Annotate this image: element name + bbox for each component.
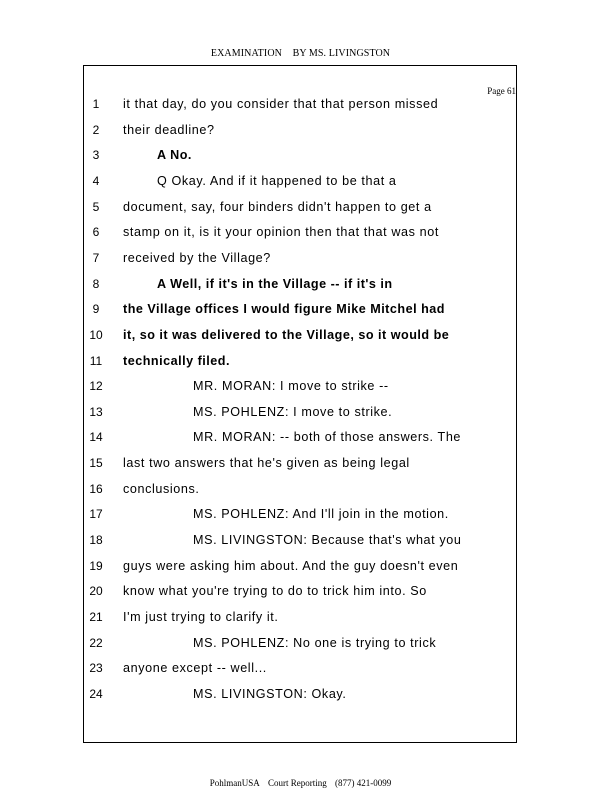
footer-company: PohlmanUSA xyxy=(209,778,260,788)
transcript-line xyxy=(0,636,601,662)
line-text: document, say, four binders didn't happen to get a xyxy=(123,199,432,214)
line-text: MR. MORAN: I move to strike -- xyxy=(193,379,389,394)
line-number: 12 xyxy=(89,379,103,394)
line-text: know what you're trying to do to trick him into. So xyxy=(123,584,427,599)
page-number: Page 61 xyxy=(487,86,516,96)
line-text: MS. LIVINGSTON: Because that's what you xyxy=(193,533,462,548)
page-header xyxy=(0,48,601,59)
line-text: MS. POHLENZ: And I'll join in the motion. xyxy=(193,507,449,522)
line-number: 16 xyxy=(89,481,103,496)
line-text: received by the Village? xyxy=(123,250,271,265)
line-text: MS. LIVINGSTON: Okay. xyxy=(193,686,347,701)
line-text: MS. POHLENZ: I move to strike. xyxy=(193,404,393,419)
header-section: EXAMINATION xyxy=(210,48,282,59)
line-text: it that day, do you consider that that person missed xyxy=(123,97,439,111)
footer-phone: (877) 421-0099 xyxy=(335,778,392,788)
line-number: 4 xyxy=(92,173,100,188)
line-number: 23 xyxy=(89,661,103,676)
transcript-line xyxy=(0,148,601,174)
line-number: 5 xyxy=(92,199,100,214)
transcript-line xyxy=(0,687,601,713)
line-number: 20 xyxy=(89,584,103,599)
line-number: 17 xyxy=(89,507,103,522)
line-number: 10 xyxy=(89,327,103,342)
line-text: I'm just trying to clarify it. xyxy=(123,610,279,624)
line-text: conclusions. xyxy=(123,481,200,496)
line-text: A Well, if it's in the Village -- if it's in xyxy=(157,276,393,291)
line-text: technically filed. xyxy=(123,353,230,368)
line-number: 6 xyxy=(92,225,100,240)
line-text: their deadline? xyxy=(123,122,215,137)
line-text: stamp on it, is it your opinion then that that was not xyxy=(123,225,439,240)
line-number: 21 xyxy=(89,610,103,624)
transcript-line xyxy=(0,379,601,405)
line-number: 15 xyxy=(89,456,103,471)
transcript-line xyxy=(0,328,601,354)
transcript-line xyxy=(0,354,601,380)
line-text: the Village offices I would figure Mike Mitchel had xyxy=(123,302,445,317)
transcript-line xyxy=(0,97,601,123)
transcript-line xyxy=(0,277,601,303)
transcript-line xyxy=(0,174,601,200)
transcript-line xyxy=(0,610,601,636)
line-number: 19 xyxy=(89,558,103,573)
transcript-line xyxy=(0,559,601,585)
transcript-line xyxy=(0,661,601,687)
line-text: Q Okay. And if it happened to be that a xyxy=(157,173,397,188)
line-number: 24 xyxy=(89,686,103,701)
line-text: anyone except -- well... xyxy=(123,661,267,676)
line-number: 3 xyxy=(92,148,100,163)
line-text: it, so it was delivered to the Village, so it would be xyxy=(123,327,450,342)
line-number: 2 xyxy=(92,122,100,137)
line-text: MR. MORAN: -- both of those answers. The xyxy=(193,430,462,445)
line-text: MS. POHLENZ: No one is trying to trick xyxy=(193,635,437,650)
transcript-line xyxy=(0,482,601,508)
line-text: last two answers that he's given as being legal xyxy=(123,456,410,471)
line-number: 8 xyxy=(92,276,100,291)
line-number: 11 xyxy=(89,353,103,368)
footer-service: Court Reporting xyxy=(268,778,327,788)
transcript-line xyxy=(0,251,601,277)
line-text: guys were asking him about. And the guy doesn't even xyxy=(123,558,459,573)
line-number: 14 xyxy=(89,430,103,445)
line-number: 22 xyxy=(89,635,103,650)
line-number: 7 xyxy=(92,250,100,265)
transcript-line xyxy=(0,225,601,251)
line-text: A No. xyxy=(157,148,192,163)
transcript-line xyxy=(0,584,601,610)
transcript-line xyxy=(0,533,601,559)
transcript-line xyxy=(0,200,601,226)
line-number: 1 xyxy=(92,97,100,111)
transcript-line xyxy=(0,430,601,456)
line-number: 9 xyxy=(92,302,100,317)
line-number: 13 xyxy=(89,404,103,419)
transcript-line xyxy=(0,123,601,149)
header-examiner: BY MS. LIVINGSTON xyxy=(292,48,391,59)
line-number: 18 xyxy=(89,533,103,548)
page-footer xyxy=(0,778,601,788)
transcript-line xyxy=(0,405,601,431)
transcript-line xyxy=(0,507,601,533)
transcript-line xyxy=(0,456,601,482)
transcript-line xyxy=(0,302,601,328)
